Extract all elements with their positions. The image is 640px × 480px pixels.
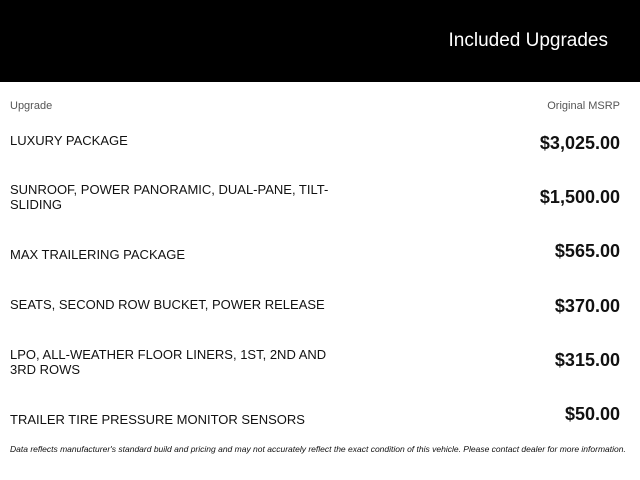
upgrade-name: SEATS, SECOND ROW BUCKET, POWER RELEASE bbox=[10, 297, 325, 312]
column-header-msrp: Original MSRP bbox=[547, 100, 620, 112]
upgrade-price: $1,500.00 bbox=[539, 187, 620, 207]
upgrade-price: $315.00 bbox=[554, 350, 620, 370]
disclaimer-text: Data reflects manufacturer's standard build and pricing and may not accurately reflect the exact condition of this vehicle. Please contact dealer for more information. bbox=[10, 444, 626, 454]
upgrade-name: TRAILER TIRE PRESSURE MONITOR SENSORS bbox=[10, 412, 305, 427]
page-title: Included Upgrades bbox=[448, 30, 608, 51]
column-header-upgrade: Upgrade bbox=[10, 100, 53, 112]
upgrade-name: MAX TRAILERING PACKAGE bbox=[10, 247, 186, 262]
upgrade-name: LPO, ALL-WEATHER FLOOR LINERS, 1ST, 2ND AND 3RD ROWS bbox=[10, 347, 327, 377]
header-bar bbox=[0, 0, 640, 82]
upgrade-price: $565.00 bbox=[554, 241, 620, 261]
upgrade-price: $50.00 bbox=[564, 404, 620, 424]
upgrade-price: $370.00 bbox=[554, 296, 620, 316]
upgrade-name: SUNROOF, POWER PANORAMIC, DUAL-PANE, TILT-SLIDING bbox=[10, 182, 329, 212]
upgrade-name: LUXURY PACKAGE bbox=[10, 133, 128, 148]
upgrade-price: $3,025.00 bbox=[539, 133, 620, 153]
